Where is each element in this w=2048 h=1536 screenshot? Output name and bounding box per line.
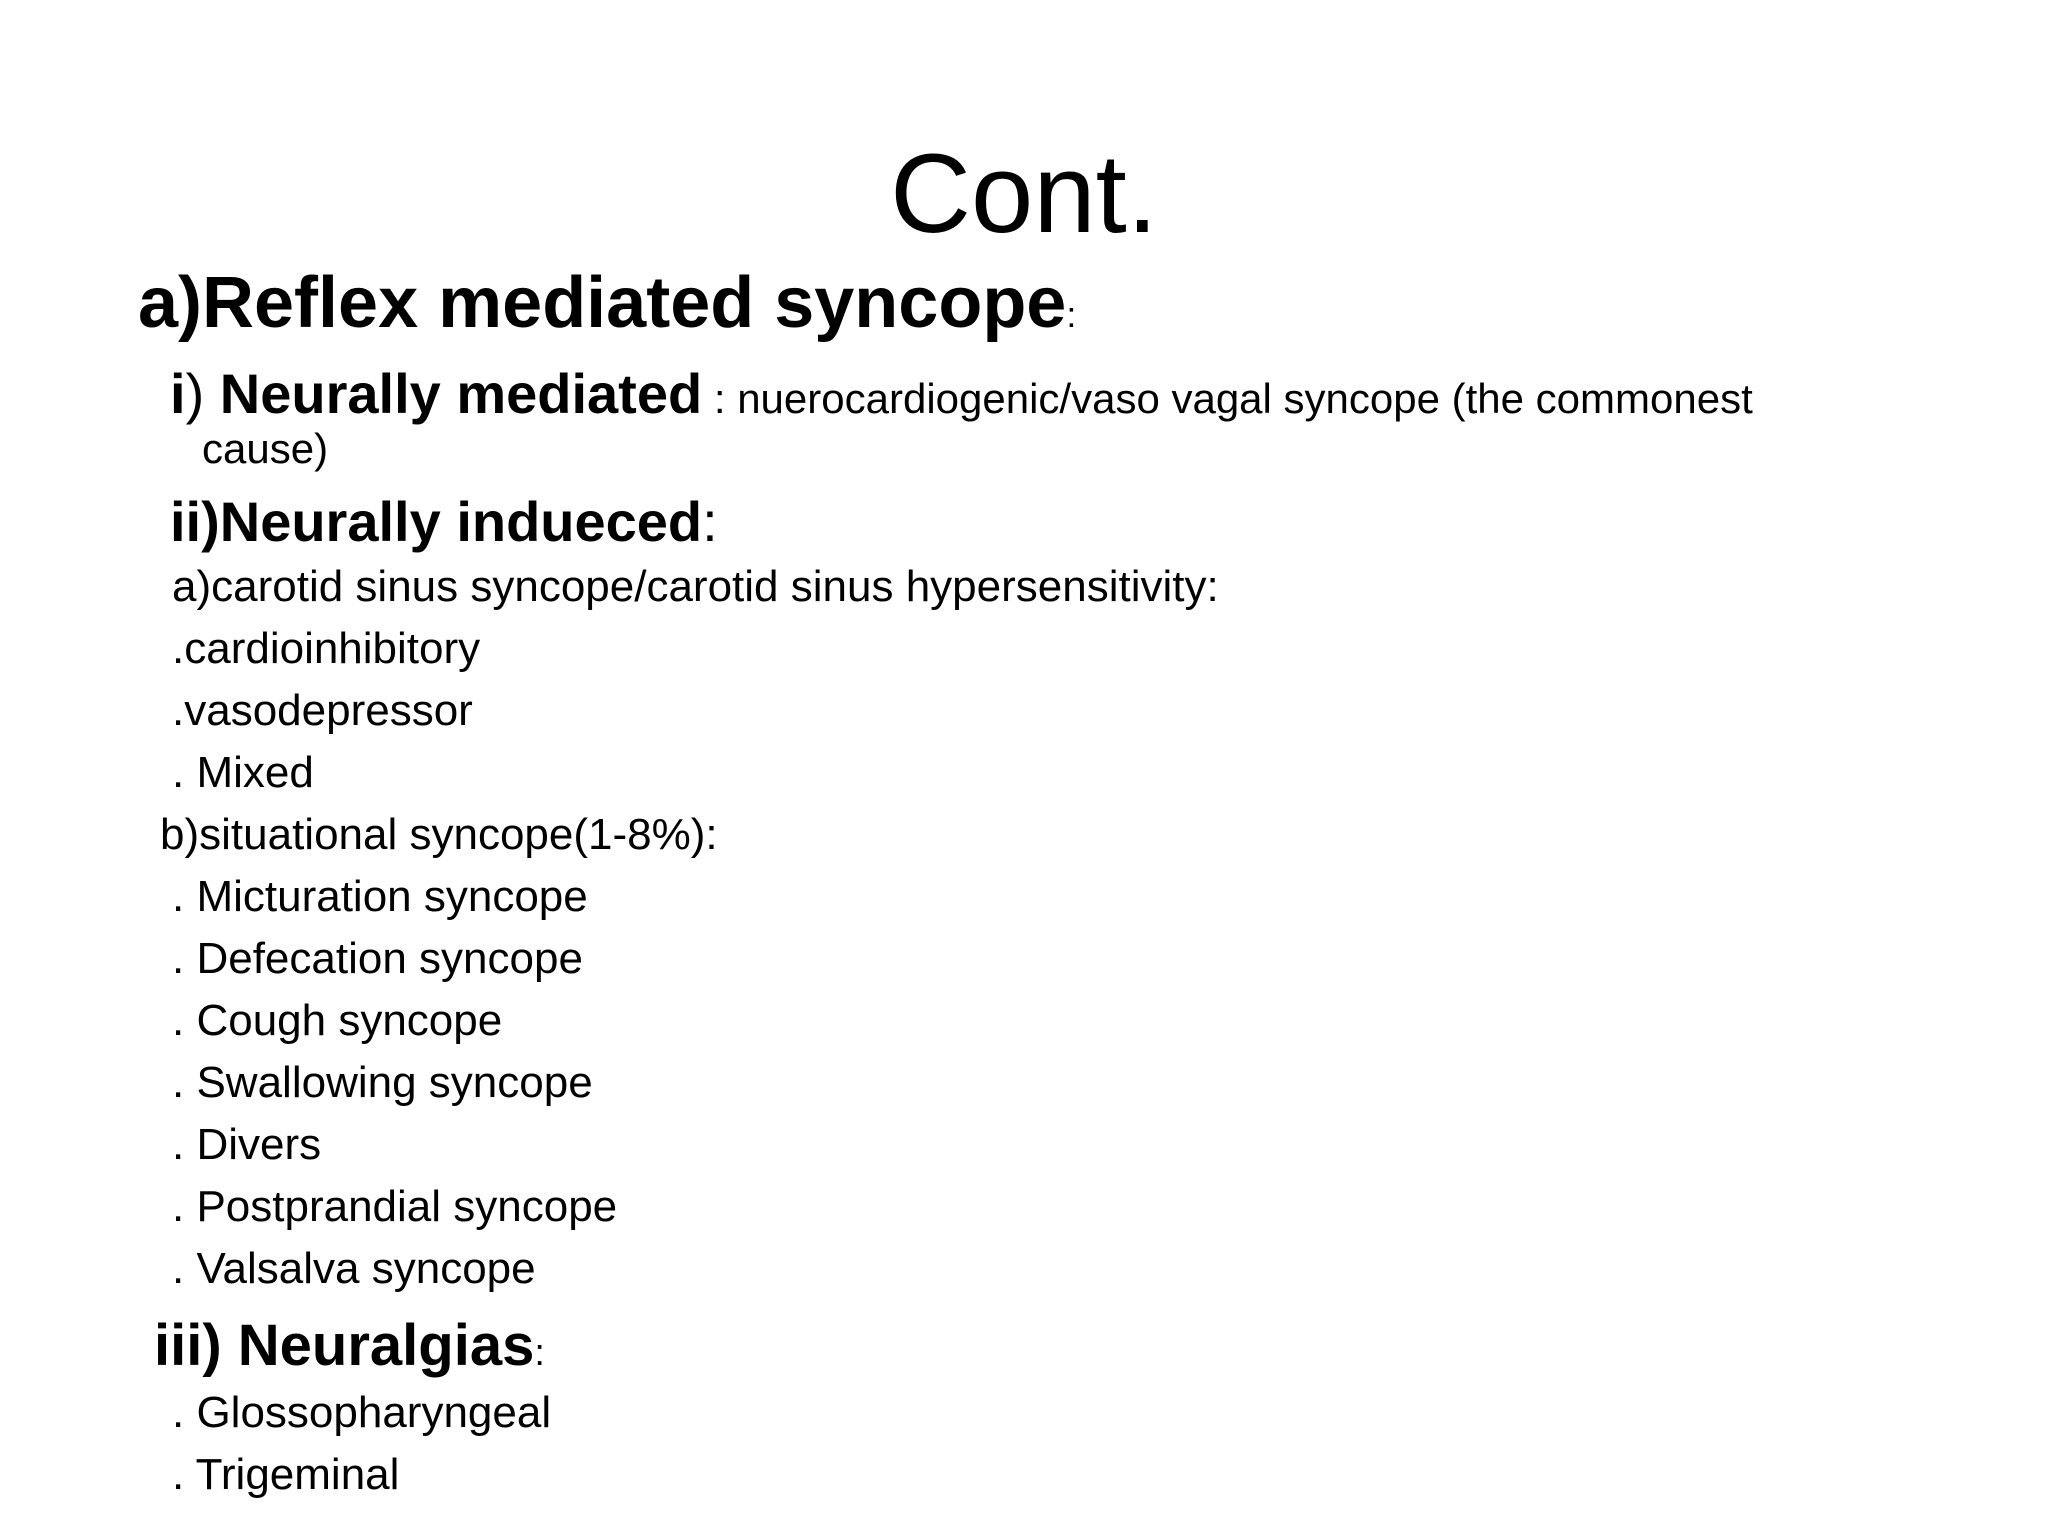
list-item-situational: b)situational syncope(1-8%): [160, 810, 718, 859]
subsection-i-numeral: i [170, 362, 186, 425]
subsection-ii-heading [170, 487, 718, 557]
subsection-i-heading [170, 359, 1753, 434]
subsection-iii-heading [154, 1310, 545, 1389]
list-item-divers: . Divers [172, 1120, 322, 1169]
list-item-carotid-sinus: a)carotid sinus syncope/carotid sinus hypersensitivity: [172, 562, 1219, 611]
slide-title: Cont. [890, 131, 1158, 256]
subsection-i-description: : nuerocardiogenic/vaso vagal syncope (the commonest [702, 375, 1753, 422]
subsection-ii-colon: : [702, 490, 718, 553]
list-item-vasodepressor: .vasodepressor [172, 686, 473, 735]
list-item-mixed: . Mixed [172, 748, 314, 797]
list-item-glossopharyngeal: . Glossopharyngeal [172, 1388, 552, 1437]
list-item-swallowing: . Swallowing syncope [172, 1058, 593, 1107]
list-item-valsalva: . Valsalva syncope [172, 1244, 536, 1293]
list-item-cardioinhibitory: .cardioinhibitory [172, 624, 481, 673]
subsection-ii-heading-text: ii)Neurally indueced [170, 490, 703, 553]
subsection-iii-heading-text: iii) Neuralgias [154, 1313, 535, 1378]
list-item-micturation: . Micturation syncope [172, 872, 588, 921]
subsection-i-heading-text: Neurally mediated [204, 362, 703, 425]
list-item-postprandial: . Postprandial syncope [172, 1182, 618, 1231]
section-a-heading [138, 258, 1076, 360]
list-item-cough: . Cough syncope [172, 996, 503, 1045]
subsection-i-paren: ) [185, 362, 205, 425]
subsection-i-continuation: cause) [202, 425, 329, 472]
list-item-defecation: . Defecation syncope [172, 934, 583, 983]
section-a-heading-text: a)Reflex mediated syncope [138, 263, 1067, 343]
section-a-colon: : [1066, 294, 1077, 335]
subsection-iii-colon: : [534, 1332, 545, 1374]
list-item-trigeminal: . Trigeminal [172, 1450, 400, 1499]
